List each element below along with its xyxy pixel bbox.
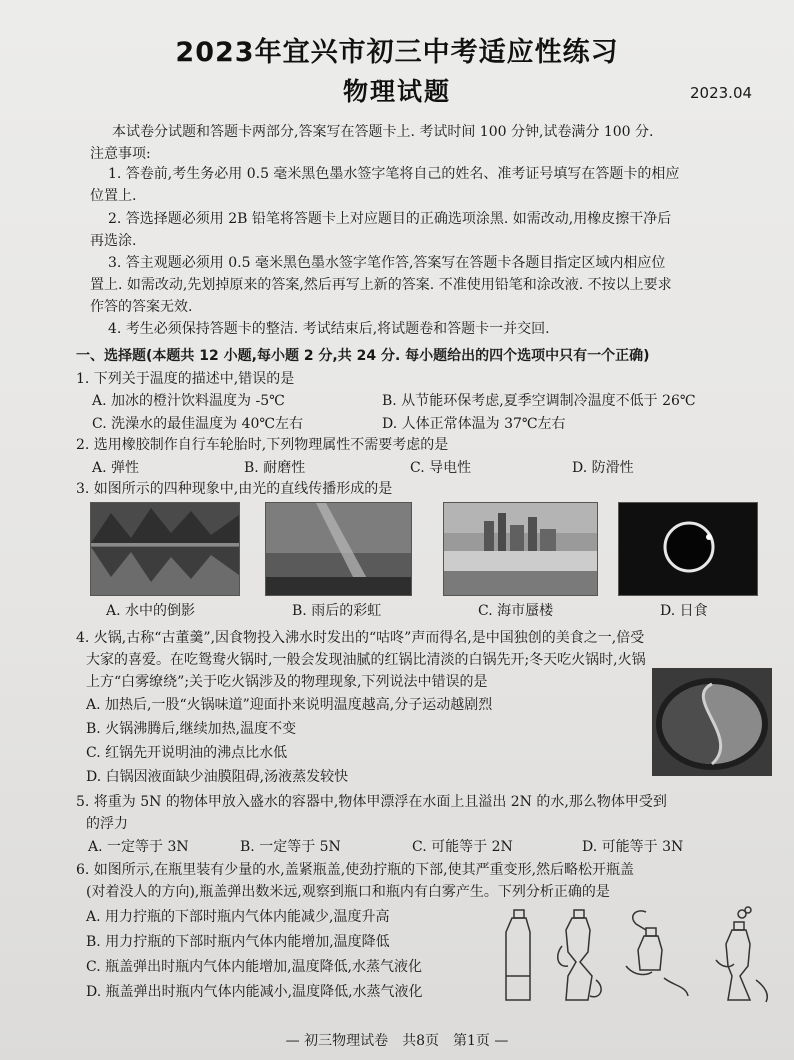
q4-option-d: D. 白锅因液面缺少油膜阻碍,汤液蒸发较快 — [86, 769, 349, 785]
q4-stem-line-1: 4. 火锅,古称“古董羹”,因食物投入沸水时发出的“咕咚”声而得名,是中国独创的美食之一,倍受 — [76, 630, 645, 646]
q2-stem: 2. 选用橡胶制作自行车轮胎时,下列物理属性不需要考虑的是 — [76, 437, 449, 453]
notice-1a: 1. 答卷前,考生务必用 0.5 毫米黑色墨水签字笔将自己的姓名、准考证号填写在答题卡的相应 — [108, 166, 680, 182]
q1-option-d: D. 人体正常体温为 37℃左右 — [382, 416, 566, 432]
notice-3a: 3. 答主观题必须用 0.5 毫米黑色墨水签字笔作答,答案写在答题卡各题目指定区域内相应位 — [108, 255, 666, 271]
q4-hotpot-image — [652, 668, 772, 776]
q5-option-b: B. 一定等于 5N — [240, 839, 341, 855]
intro-line: 本试卷分试题和答题卡两部分,答案写在答题卡上. 考试时间 100 分钟,试卷满分 100 分. — [112, 124, 654, 140]
notice-4: 4. 考生必须保持答题卡的整洁. 考试结束后,将试题卷和答题卡一并交回. — [108, 321, 550, 337]
q6-stem-line-1: 6. 如图所示,在瓶里装有少量的水,盖紧瓶盖,使劲拧瓶的下部,使其严重变形,然后略松开瓶盖 — [76, 862, 635, 878]
page-footer: — 初三物理试卷 共8页 第1页 — — [285, 1033, 509, 1049]
q6-bottle-figure — [496, 906, 786, 1006]
q5-stem-line-1: 5. 将重为 5N 的物体甲放入盛水的容器中,物体甲漂浮在水面上且溢出 2N 的水,那么物体甲受到 — [76, 794, 667, 810]
q4-stem-line-3: 上方“白雾缭绕”;关于吃火锅涉及的物理现象,下列说法中错误的是 — [86, 674, 488, 690]
q3-photo-eclipse — [618, 502, 758, 596]
exam-date: 2023.04 — [690, 84, 753, 102]
q6-option-b: B. 用力拧瓶的下部时瓶内气体内能增加,温度降低 — [86, 934, 390, 950]
q4-option-b: B. 火锅沸腾后,继续加热,温度不变 — [86, 721, 297, 737]
notice-1b: 位置上. — [90, 188, 137, 204]
q3-stem: 3. 如图所示的四种现象中,由光的直线传播形成的是 — [76, 481, 393, 497]
q4-option-a: A. 加热后,一股“火锅味道”迎面扑来说明温度越高,分子运动越剧烈 — [86, 697, 493, 713]
q3-photo-mirage — [443, 502, 598, 596]
notice-2a: 2. 答选择题必须用 2B 铅笔将答题卡上对应题目的正确选项涂黑. 如需改动,用橡皮擦干净后 — [108, 211, 672, 227]
q3-photo-rainbow — [265, 502, 412, 596]
q6-stem-line-2: (对着没人的方向),瓶盖弹出数米远,观察到瓶口和瓶内有白雾产生。下列分析正确的是 — [86, 884, 610, 900]
q3-option-d: D. 日食 — [660, 603, 708, 619]
exam-title: 2023年宜兴市初三中考适应性练习 — [175, 37, 619, 68]
q6-option-d: D. 瓶盖弹出时瓶内气体内能减小,温度降低,水蒸气液化 — [86, 984, 423, 1000]
q1-stem: 1. 下列关于温度的描述中,错误的是 — [76, 371, 295, 387]
q6-option-c: C. 瓶盖弹出时瓶内气体内能增加,温度降低,水蒸气液化 — [86, 959, 423, 975]
q3-option-a: A. 水中的倒影 — [106, 603, 196, 619]
q5-stem-line-2: 的浮力 — [86, 816, 128, 832]
exam-subtitle: 物理试题 — [342, 77, 451, 106]
q1-option-a: A. 加冰的橙汁饮料温度为 -5℃ — [92, 393, 285, 409]
q4-option-c: C. 红锅先开说明油的沸点比水低 — [86, 745, 288, 761]
q6-option-a: A. 用力拧瓶的下部时瓶内气体内能减少,温度升高 — [86, 909, 390, 925]
q3-option-c: C. 海市蜃楼 — [478, 603, 554, 619]
q1-option-b: B. 从节能环保考虑,夏季空调制冷温度不低于 26℃ — [382, 393, 696, 409]
q3-photo-reflection — [90, 502, 240, 596]
q5-option-c: C. 可能等于 2N — [412, 839, 513, 855]
notice-3b: 置上. 如需改动,先划掉原来的答案,然后再写上新的答案. 不准使用铅笔和涂改液. 不按以上要求 — [90, 277, 672, 293]
section-heading: 一、选择题(本题共 12 小题,每小题 2 分,共 24 分. 每小题给出的四个选项中只有一个正确) — [76, 348, 650, 364]
q2-option-a: A. 弹性 — [92, 460, 140, 476]
q5-option-d: D. 可能等于 3N — [582, 839, 684, 855]
notice-2b: 再选涂. — [90, 233, 137, 249]
notice-3c: 作答的答案无效. — [90, 299, 193, 315]
notice-title: 注意事项: — [90, 146, 151, 162]
q4-stem-line-2: 大家的喜爱。在吃鸳鸯火锅时,一般会发现油腻的红锅比清淡的白锅先开;冬天吃火锅时,火锅 — [86, 652, 646, 668]
q2-option-c: C. 导电性 — [410, 460, 472, 476]
q2-option-d: D. 防滑性 — [572, 460, 634, 476]
q3-option-b: B. 雨后的彩虹 — [292, 603, 382, 619]
q1-option-c: C. 洗澡水的最佳温度为 40℃左右 — [92, 416, 304, 432]
q2-option-b: B. 耐磨性 — [244, 460, 306, 476]
q5-option-a: A. 一定等于 3N — [88, 839, 189, 855]
